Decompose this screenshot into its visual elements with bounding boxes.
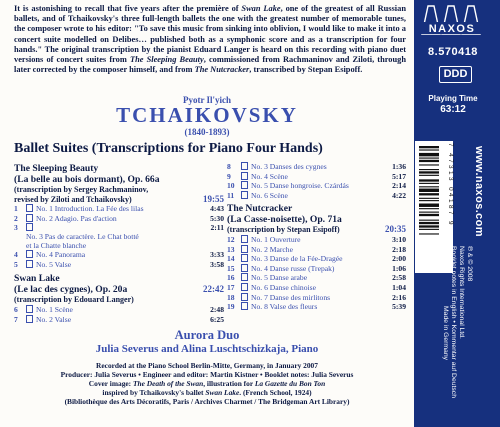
credits: Recorded at the Piano School Berlin-Mitte, Germany, in January 2007 Producer: Julia Severus • Engineer and editor: Martin Kistner • Booklet notes: Julia Severus Cover image: The Death of the Swan, illustration for La Gazette du Bon Ton inspired by Tchaikovsky's ballet Swan Lake. (French School, 1924) (Bibliothèque des Arts Décoratifs, Paris / Archives Charmet / The Bridgeman Art Library) bbox=[60, 361, 354, 406]
transcription-note-line: (transcription by Stepan Esipoff) 20:35 bbox=[227, 224, 406, 235]
work-total-time: 19:55 bbox=[203, 193, 224, 204]
track-item: 9 No. 4 Scène 5:17 bbox=[227, 171, 406, 181]
barcode-bar bbox=[419, 158, 439, 159]
barcode-bar bbox=[419, 160, 439, 162]
barcode-bar bbox=[419, 189, 439, 192]
barcode-panel bbox=[415, 141, 453, 273]
tracklist-left bbox=[14, 163, 224, 324]
track-marker-icon bbox=[26, 305, 33, 313]
barcode-bar bbox=[419, 212, 439, 213]
barcode-bar bbox=[419, 225, 439, 227]
playing-time-value: 63:12 bbox=[440, 104, 466, 115]
booklet-line: Booklet notes in English • Kommentar auf Deutsch bbox=[450, 246, 457, 398]
work-title-nutcracker: The Nutcracker bbox=[227, 203, 293, 215]
barcode-bar bbox=[419, 153, 439, 156]
track-marker-icon bbox=[241, 172, 248, 180]
track-item: 4 No. 4 Panorama 3:33 bbox=[14, 250, 224, 260]
svg-text:NAXOS: NAXOS bbox=[428, 23, 476, 35]
transcription-note: (transcription by Sergey Rachmaninov, bbox=[14, 185, 149, 194]
ddd-badge: DDD bbox=[439, 66, 472, 83]
naxos-logo bbox=[420, 4, 484, 36]
playing-time-label: Playing Time bbox=[428, 94, 478, 103]
track-marker-icon bbox=[26, 214, 33, 222]
barcode-bar bbox=[419, 229, 439, 230]
barcode-bar bbox=[419, 186, 439, 187]
track-item: 16 No. 5 Danse arabe 2:58 bbox=[227, 273, 406, 283]
track-marker-icon bbox=[241, 235, 248, 243]
album-title: Ballet Suites (Transcriptions for Piano Four Hands) bbox=[14, 141, 323, 156]
intro-paragraph: It is astonishing to recall that five years after the première of Swan Lake, one of the greatest of all Russian ballets, and of Tchaikovsky's three full-length ballets the one with the greatest number of memorable tunes, the composer wrote to his editor: "To save this music from sinking into oblivion, I would like to make it into a concert suite modelled on Delibes… published both as a symphonic score and as a transcription for four hands." The original transcription by the pianist Eduard Langer is heard on this recording with piano duet versions of concert suites from The Sleeping Beauty, commissioned from Rachmaninov and Ziloti, through later corrected by the composer himself, and from The Nutcracker, transcribed by Stepan Esipoff. bbox=[14, 4, 407, 75]
work-subtitle-line: (Le lac des cygnes), Op. 20a 22:42 bbox=[14, 284, 224, 296]
work-subtitle-sleeping-beauty: (La belle au bois dormant), Op. 66a bbox=[14, 174, 160, 185]
barcode-bar bbox=[419, 149, 439, 150]
barcode-digits: 7 47313 04187 9 bbox=[447, 143, 454, 227]
track-item: 10 No. 5 Danse hongroise. Czárdás 2:14 bbox=[227, 181, 406, 191]
barcode-bar bbox=[419, 220, 439, 221]
track-marker-icon bbox=[26, 223, 33, 231]
work-subtitle-nutcracker: (La Casse-noisette), Op. 71a bbox=[227, 214, 342, 226]
barcode-bar bbox=[419, 214, 439, 216]
barcode-bar bbox=[419, 200, 439, 201]
track-marker-icon bbox=[26, 250, 33, 258]
track-marker-icon bbox=[241, 264, 248, 272]
barcode-bar bbox=[419, 175, 439, 176]
barcode-bar bbox=[419, 208, 439, 209]
composer-years: (1840-1893) bbox=[184, 127, 230, 137]
work-total-time: 20:35 bbox=[385, 224, 406, 235]
performer-names: Julia Severus and Alina Luschtschizkaja, Piano bbox=[95, 343, 319, 355]
track-marker-icon bbox=[241, 273, 248, 281]
track-item: 6 No. 1 Scène 2:48 bbox=[14, 304, 224, 314]
rights-line: Naxos Rights International Ltd. bbox=[458, 246, 465, 339]
spine-strip bbox=[414, 0, 500, 427]
track-item: 15 No. 4 Danse russe (Trepak) 1:06 bbox=[227, 263, 406, 273]
track-item: 12 No. 1 Ouverture 3:10 bbox=[227, 234, 406, 244]
barcode-bar bbox=[419, 171, 439, 173]
copyright-line: ℗ & © 2008 bbox=[466, 246, 473, 282]
track-item: 1 No. 1 Introduction. La Fée des lilas 4:43 bbox=[14, 204, 224, 214]
track-marker-icon bbox=[241, 245, 248, 253]
made-in-line: Made in Germany bbox=[442, 306, 449, 361]
barcode-bar bbox=[419, 183, 439, 184]
barcode-bar bbox=[419, 198, 439, 199]
transcription-note: (transcription by Edouard Langer) bbox=[14, 295, 134, 305]
track-item: 17 No. 6 Danse chinoise 1:04 bbox=[227, 282, 406, 292]
track-item: 2 No. 2 Adagio. Pas d'action 5:30 bbox=[14, 213, 224, 223]
work-title-sleeping-beauty: The Sleeping Beauty bbox=[14, 163, 99, 174]
track-marker-icon bbox=[241, 302, 248, 310]
barcode-bar bbox=[419, 193, 439, 195]
barcode-bar bbox=[419, 233, 439, 234]
track-item: 8 No. 3 Danses des cygnes 1:36 bbox=[227, 162, 406, 171]
barcode-bar bbox=[419, 146, 439, 148]
track-item: 19 No. 8 Valse des fleurs 5:39 bbox=[227, 302, 406, 312]
barcode-bar bbox=[419, 169, 439, 170]
barcode-bar bbox=[419, 204, 439, 207]
composer-surname: TCHAIKOVSKY bbox=[116, 103, 298, 127]
track-marker-icon bbox=[26, 315, 33, 323]
track-item: 5 No. 5 Valse 3:58 bbox=[14, 259, 224, 269]
track-marker-icon bbox=[241, 162, 248, 170]
website-url[interactable]: www.naxos.com bbox=[473, 146, 485, 237]
track-marker-icon bbox=[26, 204, 33, 212]
barcode-bar bbox=[419, 222, 439, 224]
barcode-bar bbox=[419, 179, 439, 181]
work-title-swan-lake: Swan Lake bbox=[14, 273, 60, 285]
track-marker-icon bbox=[241, 254, 248, 262]
barcode bbox=[419, 144, 447, 270]
composer-first-name: Pyotr Il'yich bbox=[182, 95, 232, 105]
track-marker-icon bbox=[241, 181, 248, 189]
catalog-number: 8.570418 bbox=[428, 46, 478, 58]
work-total-time: 22:42 bbox=[203, 284, 224, 295]
track-item: 3 No. 3 Pas de caractère. Le Chat botté et la Chatte blanche 2:11 bbox=[14, 223, 224, 250]
transcription-note-line: revised by Ziloti and Tchaikovsky) 19:55 bbox=[14, 193, 224, 204]
track-item: 11 No. 6 Scène 4:22 bbox=[227, 190, 406, 200]
track-item: 18 No. 7 Danse des mirlitons 2:16 bbox=[227, 292, 406, 302]
track-marker-icon bbox=[241, 293, 248, 301]
track-item: 13 No. 2 Marche 2:18 bbox=[227, 244, 406, 254]
tracklist-right bbox=[227, 162, 406, 312]
track-marker-icon bbox=[241, 191, 248, 199]
barcode-bar bbox=[419, 164, 439, 165]
track-marker-icon bbox=[241, 283, 248, 291]
track-item: 7 No. 2 Valse 6:25 bbox=[14, 314, 224, 324]
track-marker-icon bbox=[26, 260, 33, 268]
ensemble-name: Aurora Duo bbox=[174, 328, 240, 342]
track-item: 14 No. 3 Danse de la Fée-Dragée 2:00 bbox=[227, 254, 406, 264]
